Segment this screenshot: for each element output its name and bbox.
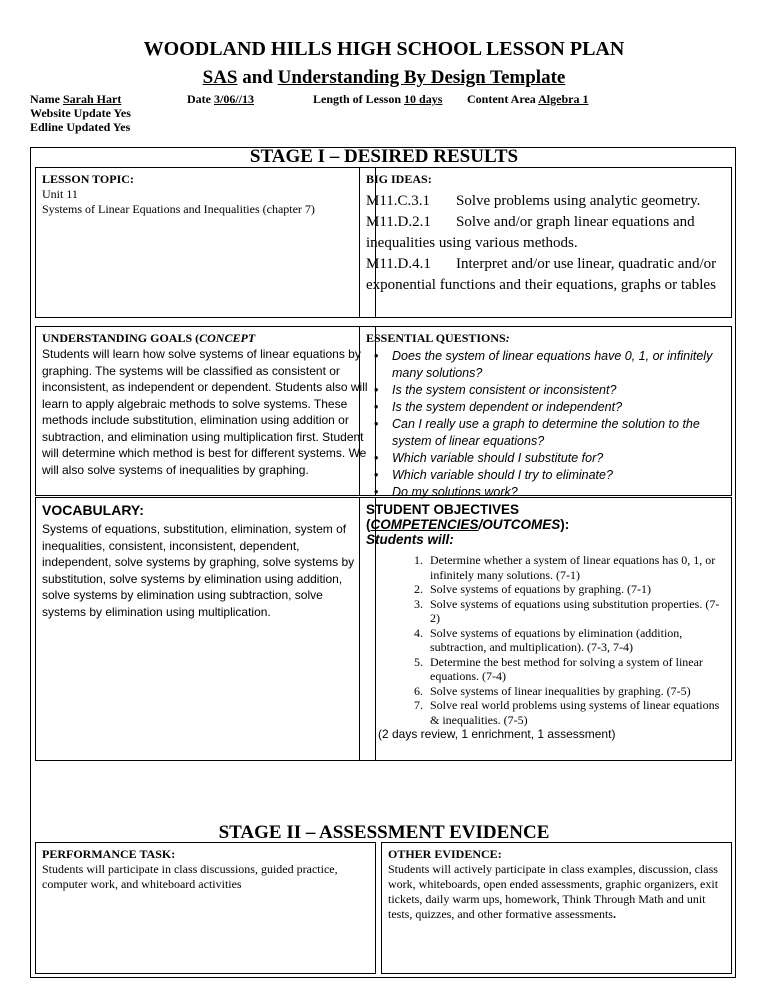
objectives-label: STUDENT OBJECTIVES (COMPETENCIES/OUTCOMES): <box>366 502 570 532</box>
vocabulary-label: VOCABULARY: <box>42 502 144 518</box>
other-evidence-text: Students will actively participate in class examples, discussion, class work, whiteboards, open ended assessments, graphic organizers, exit tickets, daily warm ups, homework, Think Through Math and unit tests, quizzes, and other formative assessments. <box>388 862 719 921</box>
bullet-icon: • <box>374 451 379 465</box>
subtitle-and: and <box>242 67 273 88</box>
list-item: • Does the system of linear equations have 0, 1, or infinitely many solutions? <box>374 349 713 380</box>
name-value: Sarah Hart <box>63 92 122 106</box>
lesson-topic-cell <box>35 167 376 318</box>
big-idea-text: Solve problems using analytic geometry. <box>456 193 701 209</box>
subtitle-ubd: Understanding By Design Template <box>277 67 566 88</box>
name-label: Name <box>30 92 60 106</box>
students-will-label: Students will: <box>366 532 454 547</box>
list-item: 5. Determine the best method for solving a system of linear equations. (7-4) <box>426 655 725 684</box>
bullet-icon: • <box>374 417 379 431</box>
list-item: 6. Solve systems of linear inequalities by graphing. (7-5) <box>426 684 725 699</box>
stage2-heading: STAGE II – ASSESSMENT EVIDENCE <box>218 822 550 843</box>
bullet-icon: • <box>374 383 379 397</box>
list-item: 7. Solve real world problems using systems of linear equations & inequalities. (7-5) <box>426 698 725 727</box>
list-item: 3. Solve systems of equations using substitution properties. (7-2) <box>426 597 725 626</box>
other-evidence-label: OTHER EVIDENCE: <box>388 847 502 861</box>
lesson-topic-label: LESSON TOPIC: <box>42 172 134 186</box>
understanding-goals-text: Students will learn how solve systems of linear equations by graphing. The systems will be classified as consistent or inconsistent, as independent or dependent. Students also will learn to apply algebraic methods to solve systems. These methods include substitution, elimination using addition or subtraction, and elimination using multiplication first. Student will determine which method is best for different systems. We will also solve systems of inequalities by graphing. <box>42 347 368 477</box>
essential-questions-label: ESSENTIAL QUESTIONS: <box>366 331 510 345</box>
length-label: Length of Lesson <box>313 92 402 106</box>
objectives-list <box>366 553 725 727</box>
date-field <box>187 92 254 107</box>
big-idea-code: M11.D.4.1 <box>366 256 431 272</box>
performance-task-cell <box>35 842 376 974</box>
big-ideas-cell <box>359 167 732 318</box>
lesson-topic-text: Systems of Linear Equations and Inequalities (chapter 7) <box>42 202 315 216</box>
performance-task-text: Students will participate in class discussions, guided practice, computer work, and whiteboard activities <box>42 862 338 891</box>
list-item: 2. Solve systems of equations by graphing. (7-1) <box>426 582 725 597</box>
website-update: Website Update Yes <box>30 106 131 120</box>
understanding-goals-label: UNDERSTANDING GOALS (CONCEPT <box>42 331 256 345</box>
name-field <box>30 92 121 107</box>
big-idea-text: Solve and/or graph linear equations and inequalities using various methods. <box>366 214 695 251</box>
list-item: • Can I really use a graph to determine the solution to the system of linear equations? <box>374 417 700 448</box>
date-label: Date <box>187 92 211 106</box>
date-value: 3/06//13 <box>214 92 255 106</box>
lesson-topic-unit: Unit 11 <box>42 187 78 201</box>
bullet-icon: • <box>374 400 379 414</box>
content-area-field <box>467 92 588 107</box>
performance-task-label: PERFORMANCE TASK: <box>42 847 176 861</box>
vocabulary-text: Systems of equations, substitution, elimination, system of inequalities, consistent, inconsistent, dependent, independent, solve systems by graphing, solve systems by substitution, solve systems by elimination using addition, solve systems by elimination using subtraction, solve systems by elimination using multiplication. <box>42 522 355 619</box>
other-evidence-cell <box>381 842 732 974</box>
edline-updated: Edline Updated Yes <box>30 120 131 134</box>
big-ideas-label: BIG IDEAS: <box>366 172 432 186</box>
big-idea-text: Interpret and/or use linear, quadratic and/or exponential functions and their equations, graphs or tables <box>366 256 717 293</box>
page-title: WOODLAND HILLS HIGH SCHOOL LESSON PLAN <box>143 38 625 60</box>
list-item: • Which variable should I try to eliminate? <box>374 468 613 482</box>
big-idea-item <box>366 191 725 212</box>
bullet-icon: • <box>374 468 379 482</box>
length-field <box>313 92 442 107</box>
list-item: • Is the system dependent or independent? <box>374 400 623 414</box>
objectives-note: (2 days review, 1 enrichment, 1 assessment) <box>378 727 616 741</box>
vocabulary-cell <box>35 497 376 761</box>
essential-questions-list <box>366 348 725 501</box>
big-idea-code: M11.C.3.1 <box>366 193 431 209</box>
stage1-heading: STAGE I – DESIRED RESULTS <box>249 146 519 167</box>
essential-questions-cell <box>359 326 732 499</box>
bullet-icon: • <box>374 349 379 363</box>
list-item: 1. Determine whether a system of linear equations has 0, 1, or infinitely many solutions. (7-1) <box>426 553 725 582</box>
bullet-icon: • <box>374 485 379 499</box>
list-item: • Which variable should I substitute for? <box>374 451 604 465</box>
subtitle-sas: SAS <box>202 67 238 88</box>
student-objectives-cell <box>359 497 732 761</box>
content-area-label: Content Area <box>467 92 536 106</box>
big-idea-item <box>366 212 725 254</box>
understanding-goals-cell <box>35 326 379 496</box>
big-idea-item <box>366 254 725 296</box>
big-idea-code: M11.D.2.1 <box>366 214 431 230</box>
list-item: • Do my solutions work? <box>374 485 518 499</box>
list-item: 4. Solve systems of equations by elimination (addition, subtraction, and multiplication). (7-3, 7-4) <box>426 626 725 655</box>
page-subtitle <box>0 67 768 89</box>
content-area-value: Algebra 1 <box>538 92 589 106</box>
list-item: • Is the system consistent or inconsistent? <box>374 383 617 397</box>
length-value: 10 days <box>404 92 443 106</box>
